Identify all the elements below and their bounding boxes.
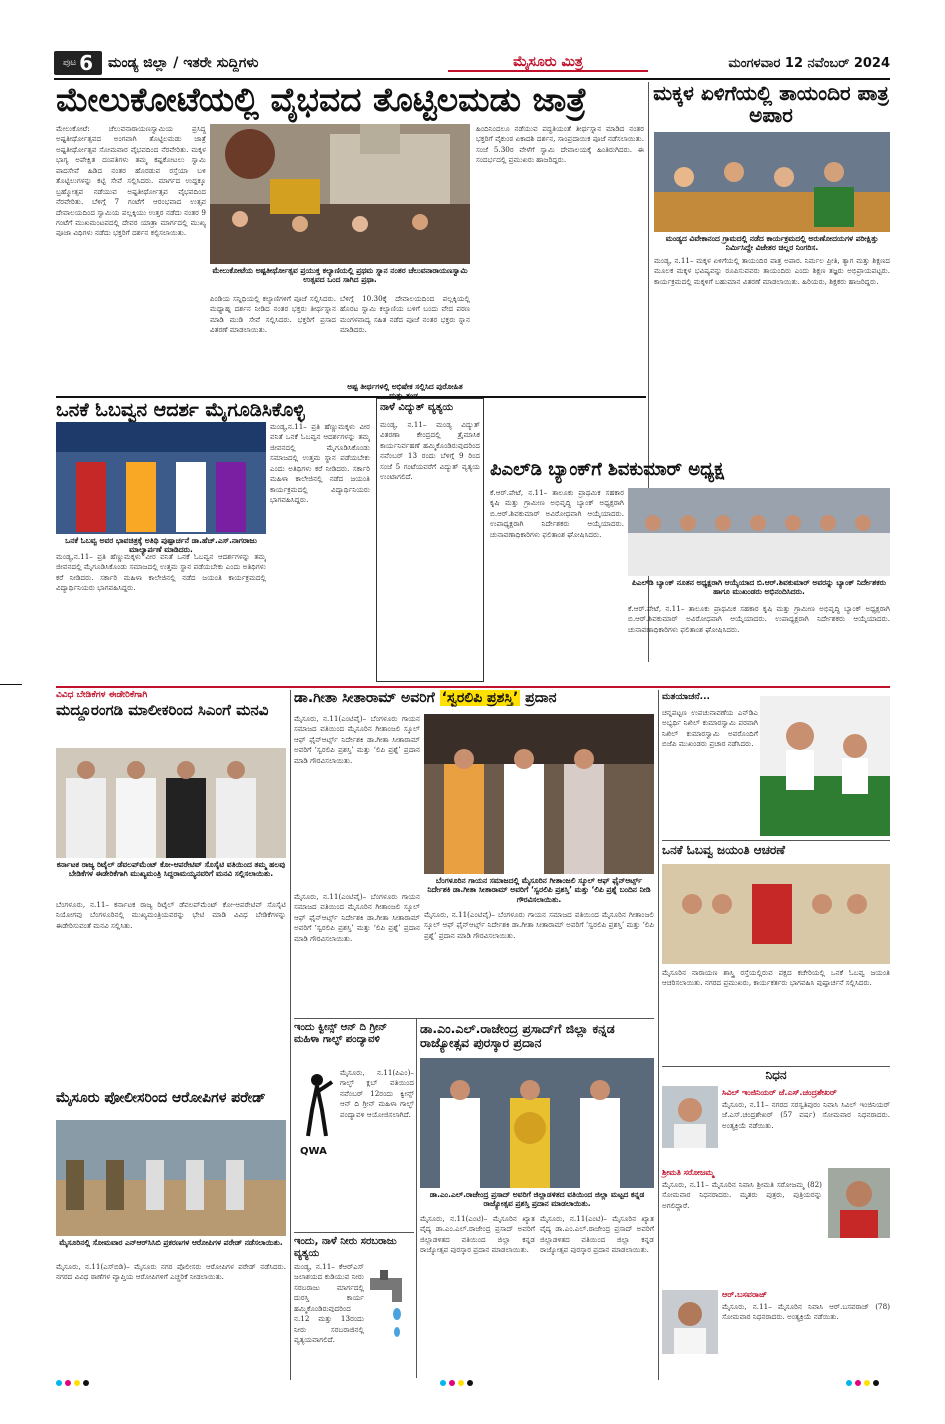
power-cut-body: ಮಂಡ್ಯ, ನ.11– ಮಂಡ್ಯ ವಿದ್ಯುತ್ ವಿತರಣಾ ಕೇಂದ್ರದಲ್ಲಿ ತ್ರೈಮಾಸಿಕ ಕಾರ್ಯನಿರ್ವಹಣೆ ಹಮ್ಮಿಕೊಂಡಿರುವುದರಿಂದ ನವೆಂಬರ್ 13 ರಂದು ಬೆಳಿಗ್ಗೆ 9 ರಿಂದ ಸಂಜೆ 5 ಗಂಟೆಯವರೆಗೆ ವಿದ್ಯುತ್ ವ್ಯತ್ಯಯ ಉಂಟಾಗಲಿದೆ. (380, 420, 480, 482)
qwa-logo: QWA (300, 1146, 327, 1157)
award1-headline-prefix: ಡಾ.ಗೀತಾ ಸೀತಾರಾಮ್ ಅವರಿಗೆ (294, 690, 440, 706)
side-story-body: ಮಂಡ್ಯ, ನ.11– ಮಕ್ಕಳ ಏಳಿಗೆಯಲ್ಲಿ ತಾಯಂದಿರ ಪಾತ್ರ ಅಪಾರ. ನಿರ್ಮಲ ಪ್ರೀತಿ, ತ್ಯಾಗ ಮತ್ತು ಶಿಕ್ಷಣದ ಮೂಲಕ ಮಕ್ಕಳ ಭವಿಷ್ಯವನ್ನು ರೂಪಿಸುವವರು ತಾಯಂದಿರು ಎಂದು ಶಿಕ್ಷಣ ತಜ್ಞರು ಅಭಿಪ್ರಾಯಪಟ್ಟರು. ಕಾರ್ಯಕ್ರಮದಲ್ಲಿ ಮಕ್ಕಳಿಗೆ ಬಹುಮಾನ ವಿತರಣೆ ಮಾಡಲಾಯಿತು. ಹಿರಿಯರು, ಶಿಕ್ಷಕರು ಹಾಜರಿದ್ದರು. (654, 256, 890, 286)
lead-photo (210, 124, 470, 264)
police-parade-photo (56, 1120, 286, 1236)
water-headline: ಇಂದು, ನಾಳೆ ನೀರು ಸರಬರಾಜು ವ್ಯತ್ಯಯ (294, 1236, 397, 1259)
registration-dots-left (56, 1380, 89, 1386)
story2-body: ಮಂಡ್ಯ,ನ.11– ಪ್ರತಿ ಹೆಣ್ಣುಮಕ್ಕಳು ವೀರ ವನಿತೆ ಒನಕೆ ಓಬವ್ವನ ಆದರ್ಶಗಳನ್ನು ತಮ್ಮ ಜೀವನದಲ್ಲಿ ಮೈಗೂಡಿಸಿಕೊಂಡು ಸಮಾಜದಲ್ಲಿ ಉತ್ತಮ ಸ್ಥಾನ ಪಡೆಯಬೇಕು ಎಂದು ಅತಿಥಿಗಳು ಕರೆ ನೀಡಿದರು. ಸರ್ಕಾರಿ ಮಹಿಳಾ ಕಾಲೇಜಿನಲ್ಲಿ ನಡೆದ ಜಯಂತಿ ಕಾರ್ಯಕ್ರಮದಲ್ಲಿ ವಿದ್ಯಾರ್ಥಿನಿಯರು ಭಾಗವಹಿಸಿದ್ದರು. (56, 552, 266, 593)
golf-body: ಮೈಸೂರು, ನ.11(ಪಿಎಂ)– ಗಾಲ್ಫ್ ಕ್ಲಬ್ ವತಿಯಿಂದ ನವೆಂಬರ್ 12ರಂದು ಕ್ವೀನ್ಸ್ ಆನ್ ದಿ ಗ್ರೀನ್ ಮಹಿಳಾ ಗಾಲ್ಫ್ ಪಂದ್ಯಾವಳಿ ಆಯೋಜಿಸಲಾಗಿದೆ. (340, 1068, 414, 1119)
story2-headline: ಒನಕೆ ಓಬವ್ವನ ಆದರ್ಶ ಮೈಗೂಡಿಸಿಕೊಳ್ಳಿ (56, 399, 305, 421)
golfer-silhouette-icon (296, 1070, 338, 1146)
story3-photo-caption: ಪಿಎಲ್‌ಡಿ ಬ್ಯಾಂಕ್ ನೂತನ ಅಧ್ಯಕ್ಷರಾಗಿ ಆಯ್ಕೆಯಾದ ಬಿ.ಆರ್.ಶಿವಕುಮಾರ್ ಅವರನ್ನು ಬ್ಯಾಂಕ್ ನಿರ್ದೇಶಕರು ಹಾಗೂ ಮುಖಂಡರು ಅಭಿನಂದಿಸಿದರು. (631, 578, 887, 597)
award-ceremony-photo (424, 714, 654, 874)
bottom-left-kicker: ವಿವಿಧ ಬೇಡಿಕೆಗಳ ಈಡೇರಿಕೆಗಾಗಿ (56, 690, 148, 700)
bottom-left-headline: ಮದ್ದೂರಂಗಡಿ ಮಾಲೀಕರಿಂದ ಸಿಎಂಗೆ ಮನವಿ (56, 701, 269, 719)
award2-photo (420, 1058, 654, 1188)
obit-body-2: ಮೈಸೂರು, ನ.11– ಮೈಸೂರಿನ ನಿವಾಸಿ ಶ್ರೀಮತಿ ಸರೋಜಮ್ಮ (82) ಸೋಮವಾರ ನಿಧನರಾದರು. ಮೃತರು ಪುತ್ರರು, ಪುತ್ರಿಯರನ್ನು ಅಗಲಿದ್ದಾರೆ. (662, 1180, 822, 1210)
lead-photo-caption: ಮೇಲುಕೋಟೆಯ ಅಷ್ಟತೀರ್ಥೋತ್ಸವ ಪ್ರಯುಕ್ತ ಕಲ್ಯಾಣಿಯಲ್ಲಿ ಪ್ರಥಮ ಸ್ನಾನ ನಂತರ ಚೆಲುವನಾರಾಯಣಸ್ವಾಮಿ ಉತ್ಸವದ ಒಂದ ಸಾಗಿದ ಪ್ರಥಾ. (212, 266, 468, 285)
voting-kicker: ಮತಯಾಚನೆ... (662, 692, 710, 702)
award1-headline (294, 690, 654, 706)
obavva-headline: ಒನಕೆ ಓಬವ್ವ ಜಯಂತಿ ಆಚರಣೆ (662, 843, 785, 857)
cm-meeting-photo (56, 748, 286, 858)
award1-photo (424, 714, 654, 874)
side-headline: ಮಕ್ಕಳ ಏಳಿಗೆಯಲ್ಲಿ ತಾಯಂದಿರ ಪಾತ್ರ ಅಪಾರ (653, 81, 889, 127)
story2-body-col2: ಮಂಡ್ಯ,ನ.11– ಪ್ರತಿ ಹೆಣ್ಣುಮಕ್ಕಳು ವೀರ ವನಿತೆ ಒನಕೆ ಓಬವ್ವನ ಆದರ್ಶಗಳನ್ನು ತಮ್ಮ ಜೀವನದಲ್ಲಿ ಮೈಗೂಡಿಸಿಕೊಂಡು ಸಮಾಜದಲ್ಲಿ ಉತ್ತಮ ಸ್ಥಾನ ಪಡೆಯಬೇಕು ಎಂದು ಅತಿಥಿಗಳು ಕರೆ ನೀಡಿದರು. ಸರ್ಕಾರಿ ಮಹಿಳಾ ಕಾಲೇಜಿನಲ್ಲಿ ನಡೆದ ಜಯಂತಿ ಕಾರ್ಯಕ್ರಮದಲ್ಲಿ ವಿದ್ಯಾರ್ಥಿನಿಯರು ಭಾಗವಹಿಸಿದ್ದರು. (270, 422, 370, 505)
award1-body: ಮೈಸೂರು, ನ.11(ಎಂಟಿವೈ)– ಬೆಂಗಳೂರು ಗಾಯನ ಸಮಾಜದ ವತಿಯಿಂದ ಮೈಸೂರಿನ ಗೀತಾಂಜಲಿ ಸ್ಕೂಲ್ ಆಫ್ ಫೈನ್‌ಆರ್ಟ್ಸ್ ನಿರ್ದೇಶಕಿ ಡಾ.ಗೀತಾ ಸೀತಾರಾಮ್ ಅವರಿಗೆ ‘ಸ್ವರಲಿಪಿ ಪ್ರಶಸ್ತಿ’ ಮತ್ತು ‘ಲಿಪಿ ಪ್ರಶ್ನೆ’ ಪ್ರದಾನ ಮಾಡಿ ಗೌರವಿಸಲಾಯಿತು. (294, 714, 420, 765)
side-photo (654, 132, 890, 232)
parade-body: ಮೈಸೂರು, ನ.11(ಎಸ್‌ಬಿಡಿ)– ಮೈಸೂರು ನಗರ ಪೊಲೀಸರು ಆರೋಪಿಗಳ ಪರೇಡ್ ನಡೆಸಿದರು. ನಗರದ ವಿವಿಧ ಠಾಣೆಗಳ ವ್ಯಾಪ್ತಿಯ ಆರೋಪಿಗಳಿಗೆ ಎಚ್ಚರಿಕೆ ನೀಡಲಾಯಿತು. (56, 1262, 286, 1282)
lead-col-1: ಮೇಲುಕೋಟೆ: ಚೆಲುವನಾರಾಯಣಸ್ವಾಮಿಯ ಪ್ರಸಿದ್ಧ ಅಷ್ಟತೀರ್ಥೋತ್ಸವದ ಅಂಗವಾಗಿ ತೊಟ್ಟಿಲಮಡು ಜಾತ್ರೆ ಅಷ್ಟತೀರ್ಥೋತ್ಸವ ಸೋಮವಾರ ವೈಭವದಿಂದ ನೆರವೇರಿತು. ಮಕ್ಕಳ ಭಾಗ್ಯ ಅಪೇಕ್ಷಿತ ದಂಪತಿಗಳು ತಮ್ಮ ಕಷ್ಟಕೋಟಲು ಸ್ವಾಮಿ ಪಾದಸೇವೆ ಹಿಡಿದ ನಂತರ ಹೊರಡುವ ರಸ್ತೆಯಾ ಬಳಿ ತೊಟ್ಟಿಲುಗಳನ್ನು ಕಟ್ಟಿ ಸೇವೆ ಸಲ್ಲಿಸಿದರು. ಮಾರ್ಗದ ಉದ್ದಕ್ಕೂ ಬ್ರಹ್ಮೋತ್ಸವ ನಡೆಯುವ ಅಷ್ಟತೀರ್ಥೋತ್ಸವ ವೈಭವದಿಂದ ನೆರವೇರಿತು. ಬೆಳಿಗ್ಗೆ 7 ಗಂಟೆಗೆ ಆರಂಭವಾದ ಉತ್ಸವ ದೇವಾಲಯದಿಂದ ಸ್ವಾಮಿಯ ಪಲ್ಲಕ್ಕಿಯು ಉತ್ತರ ನಡೆದು ನಂತರ 9 ಗಂಟೆಗೆ ಮುಖಮಂಟಪದಲ್ಲಿ ದೇವರ ಯಾತ್ರಾ ಮಾರ್ಗದಲ್ಲಿ ಮುಖ್ಯ ಪೂಜಾ ವಿಧಿಗಳು ನಡೆದು ಭಕ್ತರಿಗೆ ದರ್ಶನ ಕಲ್ಪಿಸಲಾಯಿತು. (56, 124, 206, 238)
obit-name-2: ಶ್ರೀಮತಿ ಸರೋಜಮ್ಮ (662, 1168, 714, 1177)
masthead: ಮೈಸೂರು ಮಿತ್ರ (448, 54, 648, 72)
obavva-rule (662, 840, 890, 841)
story3-body-2: ಕೆ.ಆರ್.ಪೇಟೆ, ನ.11– ತಾಲೂಕು ಪ್ರಾಥಮಿಕ ಸಹಕಾರ ಕೃಷಿ ಮತ್ತು ಗ್ರಾಮೀಣ ಅಭಿವೃದ್ಧಿ ಬ್ಯಾಂಕ್ ಅಧ್ಯಕ್ಷರಾಗಿ ಬಿ.ಆರ್.ಶಿವಕುಮಾರ್ ಅವಿರೋಧವಾಗಿ ಆಯ್ಕೆಯಾದರು. ಉಪಾಧ್ಯಕ್ಷರಾಗಿ ನಿರ್ದೇಶಕರು ಆಯ್ಕೆಯಾದರು. ಚುನಾವಣಾಧಿಕಾರಿಗಳು ಫಲಿತಾಂಶ ಘೋಷಿಸಿದರು. (628, 604, 890, 634)
lead-headline: ಮೇಲುಕೋಟೆಯಲ್ಲಿ ವೈಭವದ ತೊಟ್ಟಿಲಮಡು ಜಾತ್ರೆ (56, 80, 587, 119)
story2-rule (56, 396, 646, 398)
obavva-photo (662, 864, 890, 964)
story3-headline: ಪಿಎಲ್‌ಡಿ ಬ್ಯಾಂಕ್‌ಗೆ ಶಿವಕುಮಾರ್ ಅಧ್ಯಕ್ಷ (490, 459, 725, 480)
portrait-3 (662, 1290, 718, 1354)
page-number-box (54, 51, 102, 75)
side-photo-caption: ಮಂಡ್ಯದ ವಿವೇಕಾನಂದ ಗ್ರಾಮದಲ್ಲಿ ನಡೆದ ಕಾರ್ಯಕ್ರಮದಲ್ಲಿ ಅರುಣೋದಯಗಳ ಪರೀಕ್ಷಿತ್ತು ನಿರ್ಮಿಸಿದ್ದೇ ವಿಜೇತರ ಚಿಲ್ಲರ ನಿಂಗರಿಸ. (665, 234, 879, 253)
portrait-2 (828, 1168, 890, 1238)
portrait-1 (662, 1086, 718, 1148)
award2-body-2: ಮೈಸೂರು, ನ.11(ಎಂಟಿ)– ಮೈಸೂರಿನ ಖ್ಯಾತ ವೈದ್ಯ ಡಾ.ಎಂ.ಎಲ್.ರಾಜೇಂದ್ರ ಪ್ರಸಾದ್ ಅವರಿಗೆ ಜಿಲ್ಲಾಡಳಿತದ ವತಿಯಿಂದ ಜಿಲ್ಲಾ ಕನ್ನಡ ರಾಜ್ಯೋತ್ಸವ ಪುರಸ್ಕಾರ ಪ್ರದಾನ ಮಾಡಲಾಯಿತು. (540, 1214, 654, 1255)
story3-body: ಕೆ.ಆರ್.ಪೇಟೆ, ನ.11– ತಾಲೂಕು ಪ್ರಾಥಮಿಕ ಸಹಕಾರ ಕೃಷಿ ಮತ್ತು ಗ್ರಾಮೀಣ ಅಭಿವೃದ್ಧಿ ಬ್ಯಾಂಕ್ ಅಧ್ಯಕ್ಷರಾಗಿ ಬಿ.ಆರ್.ಶಿವಕುಮಾರ್ ಅವಿರೋಧವಾಗಿ ಆಯ್ಕೆಯಾದರು. ಉಪಾಧ್ಯಕ್ಷರಾಗಿ ನಿರ್ದೇಶಕರು ಆಯ್ಕೆಯಾದರು. ಚುನಾವಣಾಧಿಕಾರಿಗಳು ಫಲಿತಾಂಶ ಘೋಷಿಸಿದರು. (490, 488, 624, 539)
column-divider-3 (416, 1018, 417, 1378)
parade-photo-caption: ಮೈಸೂರಿನಲ್ಲಿ ಸೋಮವಾರ ಎನ್‌ಆರ್‌ಸಿಸಿಬಿ ಪ್ರಕರಣಗಳ ಆರೋಪಿಗಳ ಪರೇಡ್ ನಡೆಸಲಾಯಿತು. (59, 1238, 283, 1247)
registration-dots-center (440, 1380, 473, 1386)
lead-col-2: ಪಿಂಡಿಯ ಸನ್ನಿಧಿಯಲ್ಲಿ ಕಲ್ಯಾಣಿಗಳಿಗೆ ಪೂಜೆ ಸಲ್ಲಿಸಿದರು. ಮಧ್ಯಾಹ್ನ ದರ್ಶನ ನೀಡಿದ ನಂತರ ಭಕ್ತರು ತೀರ್ಥಸ್ನಾನ ಮಾಡಿ ಮುಡಿ ಸೇವೆ ಸಲ್ಲಿಸಿದರು. ಭಕ್ತರಿಗೆ ಪ್ರಸಾದ ವಿತರಣೆ ಮಾಡಲಾಯಿತು. (210, 294, 336, 335)
award1-headline-highlight: ‘ಸ್ವರಲಿಪಿ ಪ್ರಶಸ್ತಿ’ (441, 690, 519, 706)
bottom-left-body: ಬೆಂಗಳೂರು, ನ.11– ಕರ್ನಾಟಕ ರಾಜ್ಯ ರಿಟೈಲ್ ಡೆವಲಪ್‌ಮೆಂಟ್ ಕೋ-ಆಪರೇಟಿವ್ ಸೊಸೈಟಿ ನಿಯೋಗವು ಬೆಂಗಳೂರಿನಲ್ಲಿ ಮುಖ್ಯಮಂತ್ರಿಯವರನ್ನು ಭೇಟಿ ಮಾಡಿ ವಿವಿಧ ಬೇಡಿಕೆಗಳನ್ನು ಈಡೇರಿಸುವಂತೆ ಮನವಿ ಸಲ್ಲಿಸಿತು. (56, 900, 286, 930)
section-separator (56, 686, 890, 688)
award1-photo-caption: ಬೆಂಗಳೂರಿನ ಗಾಯನ ಸಮಾಜದಲ್ಲಿ ಮೈಸೂರಿನ ಗೀತಾಂಜಲಿ ಸ್ಕೂಲ್ ಆಫ್ ಫೈನ್‌ಆರ್ಟ್ಸ್ ನಿರ್ದೇಶಕಿ ಡಾ.ಗೀತಾ ಸೀತಾರಾಮ್ ಅವರಿಗೆ ‘ಸ್ವರಲಿಪಿ ಪ್ರಶಸ್ತಿ’ ಮತ್ತು ‘ಲಿಪಿ ಪ್ರಶ್ನೆ ಬಂದಿನ ನೀಡಿ ಗೌರವಿಸಲಾಯಿತು. (427, 876, 651, 904)
award2-headline: ಡಾ.ಎಂ.ಎಲ್.ರಾಜೇಂದ್ರ ಪ್ರಸಾದ್‌ಗೆ ಜಿಲ್ಲಾ ಕನ್ನಡ ರಾಜ್ಯೋತ್ಸವ ಪುರಸ್ಕಾರ ಪ್ರದಾನ (420, 1021, 615, 1051)
page-number: 6 (79, 51, 94, 75)
obit-photo-1 (662, 1086, 718, 1148)
parade-headline: ಮೈಸೂರು ಪೋಲೀಸರಿಂದ ಆರೋಪಿಗಳ ಪರೇಡ್ (56, 1090, 266, 1106)
obit-body-1: ಮೈಸೂರು, ನ.11– ನಗರದ ಸರಸ್ವತಿಪುರಂ ನಿವಾಸಿ ಸಿವಿಲ್ ಇಂಜಿನಿಯರ್ ಜೆ.ಎಸ್.ಚಂದ್ರಶೇಖರ್ (57 ವರ್ಷ) ಸೋಮವಾರ ನಿಧನರಾದರು. ಅಂತ್ಯಕ್ರಿಯೆ ನಡೆಯಿತು. (722, 1100, 890, 1130)
column-divider-4 (658, 690, 659, 1380)
golf-headline: ಇಂದು ಕ್ವೀನ್ಸ್ ಆನ್ ದಿ ಗ್ರೀನ್ ಮಹಿಳಾ ಗಾಲ್ಫ್ ಪಂದ್ಯಾವಳಿ (294, 1022, 388, 1045)
water-tap-icon (366, 1270, 412, 1340)
voting-photo (760, 696, 890, 836)
lead-col-3: ಬೆಳಿಗ್ಗೆ 10.30ಕ್ಕೆ ದೇವಾಲಯದಿಂದ ಪಲ್ಲಕ್ಕಿಯಲ್ಲಿ ಹೊರಟ ಸ್ವಾಮಿ ಕಲ್ಯಾಣಿಯ ಬಳಿಗೆ ಬಂದು ವೇದ ಪಠಣ ಮಂಗಳವಾದ್ಯ ಸಹಿತ ನಡೆದ ಪೂಜೆ ನಂತರ ಭಕ್ತರು ಸ್ನಾನ ಮಾಡಿದರು. (340, 294, 470, 335)
column-divider-2 (290, 690, 291, 1380)
obit-name-1: ಸಿವಿಲ್ ಇಂಜಿನಿಯರ್ ಜೆ.ಎಸ್.ಚಂದ್ರಶೇಖರ್ (722, 1088, 837, 1097)
lead-photo2-caption: ಅಷ್ಟ ತೀರ್ಥಗಳಲ್ಲಿ ಅಭಿಷೇಕ ಸಲ್ಲಿಸಿದ ಪುರೋಹಿತ (347, 382, 463, 391)
obit-body-3: ಮೈಸೂರು, ನ.11– ಮೈಸೂರಿನ ನಿವಾಸಿ ಆರ್.ಬಸವರಾಜ್ (78) ಸೋಮವಾರ ನಿಧನರಾದರು. ಅಂತ್ಯಕ್ರಿಯೆ ನಡೆಯಿತು. (722, 1302, 890, 1322)
story2-photo-caption: ಒನಕೆ ಓಬವ್ವ ಅವರ ಭಾವಚಿತ್ರಕ್ಕೆ ಅತಿಥಿ ಪುಷ್ಪಾರ್ಚನೆ ಡಾ.ಹೆಚ್.ಎಸ್.ನಾಗರಾಜು ಮಾಲ್ಯಾರ್ಪಣೆ ಮಾಡಿದರು. (65, 536, 257, 555)
award1-headline-suffix: ಪ್ರದಾನ (520, 690, 557, 706)
jayanti-photo (662, 864, 890, 964)
bottom-left-photo-caption: ಕರ್ನಾಟಕ ರಾಜ್ಯ ರಿಟೈಲ್ ಡೆವಲಪ್‌ಮೆಂಟ್ ಕೋ-ಆಪರೇಟಿವ್ ಸೊಸೈಟಿ ವತಿಯಿಂದ ತಮ್ಮ ಹಲವು ಬೇಡಿಕೆಗಳ ಈಡೇರಿಕೆಗಾಗಿ ಮುಖ್ಯಮಂತ್ರಿ ಸಿದ್ದರಾಮಯ್ಯನವರಿಗೆ ಮನವಿ ಸಲ್ಲಿಸಲಾಯಿತು. (56, 860, 286, 879)
award2-body: ಮೈಸೂರು, ನ.11(ಎಂಟಿ)– ಮೈಸೂರಿನ ಖ್ಯಾತ ವೈದ್ಯ ಡಾ.ಎಂ.ಎಲ್.ರಾಜೇಂದ್ರ ಪ್ರಸಾದ್ ಅವರಿಗೆ ಜಿಲ್ಲಾಡಳಿತದ ವತಿಯಿಂದ ಜಿಲ್ಲಾ ಕನ್ನಡ ರಾಜ್ಯೋತ್ಸವ ಪುರಸ್ಕಾರ ಪ್ರದಾನ ಮಾಡಲಾಯಿತು. (420, 1214, 535, 1255)
parade-photo (56, 1120, 286, 1236)
power-cut-headline: ನಾಳೆ ವಿದ್ಯುತ್ ವ್ಯತ್ಯಯ (380, 402, 454, 413)
registration-dots-right (846, 1380, 879, 1386)
award1-body-2: ಮೈಸೂರು, ನ.11(ಎಂಟಿವೈ)– ಬೆಂಗಳೂರು ಗಾಯನ ಸಮಾಜದ ವತಿಯಿಂದ ಮೈಸೂರಿನ ಗೀತಾಂಜಲಿ ಸ್ಕೂಲ್ ಆಫ್ ಫೈನ್‌ಆರ್ಟ್ಸ್ ನಿರ್ದೇಶಕಿ ಡಾ.ಗೀತಾ ಸೀತಾರಾಮ್ ಅವರಿಗೆ ‘ಸ್ವರಲಿಪಿ ಪ್ರಶಸ್ತಿ’ ಮತ್ತು ‘ಲಿಪಿ ಪ್ರಶ್ನೆ’ ಪ್ರದಾನ ಮಾಡಿ ಗೌರವಿಸಲಾಯಿತು. (424, 910, 654, 940)
section-title: ಮಂಡ್ಯ ಜಿಲ್ಲಾ / ಇತರೇ ಸುದ್ದಿಗಳು (108, 55, 259, 71)
golf-rule (294, 1018, 654, 1019)
obit-photo-3 (662, 1290, 718, 1354)
water-body: ಮಂಡ್ಯ, ನ.11– ಕೆಆರ್‌ಎಸ್ ಜಲಾಶಯದ ಕುಡಿಯುವ ನೀರು ಸರಬರಾಜು ಮಾರ್ಗದಲ್ಲಿ ದುರಸ್ತಿ ಕಾರ್ಯ ಹಮ್ಮಿಕೊಂಡಿರುವುದರಿಂದ ನ.12 ಮತ್ತು 13ರಂದು ನೀರು ಸರಬರಾಜಿನಲ್ಲಿ ವ್ಯತ್ಯಯವಾಗಲಿದೆ. (294, 1262, 364, 1345)
obit-photo-2 (828, 1168, 890, 1238)
margin-mark (0, 684, 22, 685)
bottom-left-photo (56, 748, 286, 858)
obit-rule (662, 1066, 890, 1067)
obituary-title: ನಿಧನ (765, 1068, 787, 1082)
award-stage-photo (420, 1058, 654, 1188)
voting-body: ಚನ್ನಪಟ್ಟಣ ಉಪಚುನಾವಣೆಯ ಎನ್‌ಡಿಎ ಅಭ್ಯರ್ಥಿ ನಿಖಿಲ್ ಕುಮಾರಸ್ವಾಮಿ ಪರವಾಗಿ ನಿಖಿಲ್ ಕುಮಾರಸ್ವಾಮಿ ಅವರೊಂದಿಗೆ ಬಿಜೆಪಿ ಮುಖಂಡರು ಪ್ರಚಾರ ನಡೆಸಿದರು. (662, 708, 758, 749)
temple-crowd-photo (210, 124, 470, 264)
award2-photo-caption: ಡಾ.ಎಂ.ಎಲ್.ರಾಜೇಂದ್ರ ಪ್ರಸಾದ್ ಅವರಿಗೆ ಜಿಲ್ಲಾಡಳಿತದ ವತಿಯಿಂದ ಜಿಲ್ಲಾ ಮಟ್ಟದ ಕನ್ನಡ ರಾಜ್ಯೋತ್ಸವ ಪ್ರಶಸ್ತಿ ಪ್ರದಾನ ಮಾಡಲಾಯಿತು. (429, 1190, 645, 1209)
award1-body-3: ಮೈಸೂರು, ನ.11(ಎಂಟಿವೈ)– ಬೆಂಗಳೂರು ಗಾಯನ ಸಮಾಜದ ವತಿಯಿಂದ ಮೈಸೂರಿನ ಗೀತಾಂಜಲಿ ಸ್ಕೂಲ್ ಆಫ್ ಫೈನ್‌ಆರ್ಟ್ಸ್ ನಿರ್ದೇಶಕಿ ಡಾ.ಗೀತಾ ಸೀತಾರಾಮ್ ಅವರಿಗೆ ‘ಸ್ವರಲಿಪಿ ಪ್ರಶಸ್ತಿ’ ಮತ್ತು ‘ಲಿಪಿ ಪ್ರಶ್ನೆ’ ಪ್ರದಾನ ಮಾಡಿ ಗೌರವಿಸಲಾಯಿತು. (294, 892, 420, 943)
bank-group-photo (628, 488, 890, 576)
campaign-photo (760, 696, 890, 836)
issue-date: ಮಂಗಳವಾರ 12 ನವೆಂಬರ್ 2024 (728, 55, 890, 71)
page-header (54, 50, 890, 76)
obavva-body: ಮೈಸೂರಿನ ನಾರಾಯಣ ಶಾಸ್ತ್ರಿ ರಸ್ತೆಯಲ್ಲಿರುವ ಪಕ್ಷದ ಕಚೇರಿಯಲ್ಲಿ ಒನಕೆ ಓಬವ್ವ ಜಯಂತಿ ಆಚರಿಸಲಾಯಿತು. ನಗರದ ಪ್ರಮುಖರು, ಕಾರ್ಯಕರ್ತರು ಭಾಗವಹಿಸಿ ಪುಷ್ಪಾರ್ಚನೆ ಸಲ್ಲಿಸಿದರು. (662, 968, 890, 988)
ceremony-photo (56, 422, 266, 534)
story2-photo (56, 422, 266, 534)
children-event-photo (654, 132, 890, 232)
obit-name-3: ಆರ್.ಬಸವರಾಜ್ (722, 1290, 767, 1299)
story3-photo (628, 488, 890, 576)
lead-col-4: ಹಿಂದಿನಿಂದಲೂ ನಡೆಯುವ ಪದ್ಧತಿಯಂತೆ ತೀರ್ಥಸ್ನಾನ ಮಾಡಿದ ನಂತರ ಭಕ್ತರಿಗೆ ವೈಕುಂಠ ಏಕಾದಶಿ ದರ್ಶನ, ಸಾಂಪ್ರದಾಯಿಕ ಪೂಜೆ ನಡೆಸಲಾಯಿತು. ಸಂಜೆ 5.30ರ ವೇಳೆಗೆ ಸ್ವಾಮಿ ದೇವಾಲಯಕ್ಕೆ ಹಿಂತಿರುಗಿದರು. ಈ ಸಂದರ್ಭದಲ್ಲಿ ಪ್ರಮುಖರು ಹಾಜರಿದ್ದರು. (476, 124, 644, 165)
page-label: ಪುಟ (62, 58, 77, 68)
water-rule (294, 1232, 414, 1233)
